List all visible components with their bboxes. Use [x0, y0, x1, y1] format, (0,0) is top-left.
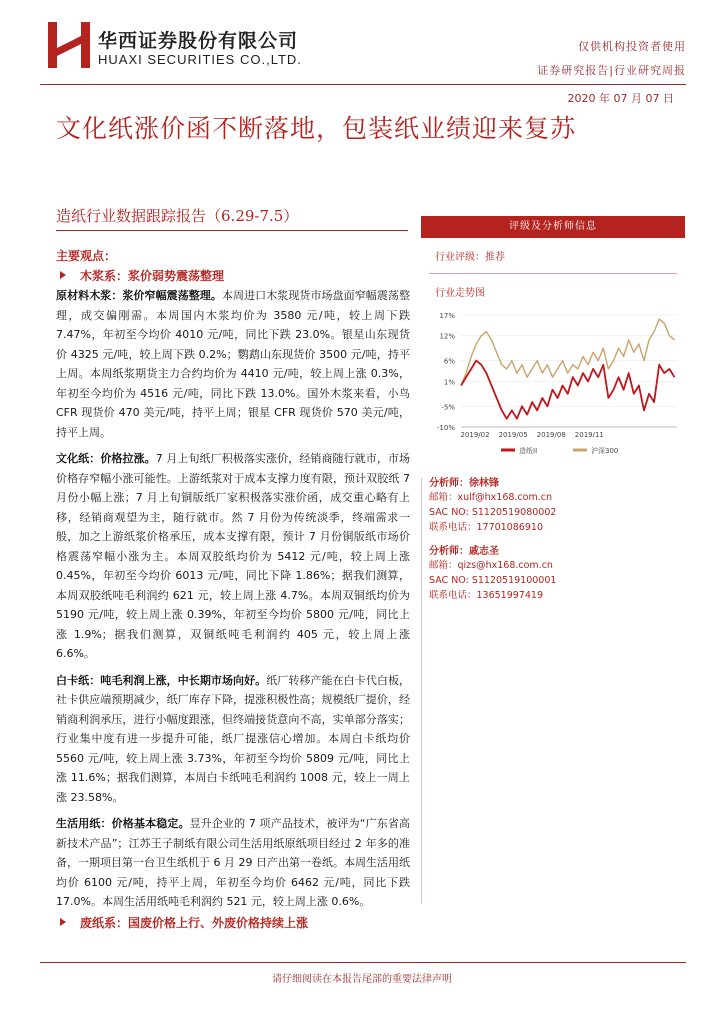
report-subtitle: 造纸行业数据跟踪报告（6.29-7.5） — [56, 207, 299, 225]
analyst1-name: 分析师：徐林锋 — [429, 478, 499, 489]
company-name-en: HUAXI SECURITIES CO.,LTD. — [98, 52, 302, 67]
analyst2-phone: 联系电话：13651997419 — [429, 590, 543, 601]
report-date: 2020 年 07 月 07 日 — [567, 92, 674, 105]
body-tissue-paper: 昱升企业的 7 项产品技术，被评为“广东省高新技术产品”；江苏王子制纸有限公司生活用纸原纸项目经过 2 年多的准备，一期项目第一台卫生纸机于 6 月 29 日产出第一卷纸。本周生活用纸均价 6100 元/吨，持平上周，年初至今均价 6462 元/吨，同比下跌 17.0%。本周生活用纸吨毛利润约 521 元，较上周上涨 0.6%。 — [56, 817, 410, 908]
industry-rating: 行业评级：推荐 — [435, 252, 505, 263]
footer-divider — [40, 962, 686, 963]
x-tick-label: 2019/02 — [460, 431, 490, 439]
analyst1-email: 邮箱：xulf@hx168.com.cn — [429, 492, 552, 503]
body-white-card: 纸厂转移产能在白卡代白板，社卡供应端预期减少，纸厂库存下降，提涨积极性高；规模纸厂提价，经销商利润承压，进行小幅度跟涨，但终端接货意向不高，实单部分落实；行业集中度有进一步提升可能，纸厂提涨信心增加。本周白卡纸均价 5560 元/吨，较上周上涨 3.73%，年初至今均价 5809 元/吨，同比上涨 11.6%；据我们测算，本周白卡纸吨毛利润约 1008 元，较上一周上涨 23.58%。 — [56, 673, 411, 804]
audience-note: 仅供机构投资者使用 — [578, 40, 686, 53]
series-line-csi300 — [461, 319, 675, 385]
y-tick-label: 12% — [439, 332, 455, 341]
sidebar-vertical-divider — [421, 478, 422, 904]
industry-trend-chart — [421, 307, 685, 467]
legend-label: 造纸II — [519, 447, 538, 455]
section-heading-pulp — [56, 267, 410, 285]
lead-culture-paper: 文化纸：价格拉涨。 — [56, 452, 156, 465]
lead-white-card: 白卡纸：吨毛利润上涨，中长期市场向好。 — [56, 673, 267, 687]
section-heading-waste-paper — [56, 914, 410, 932]
section-title-pulp: 木浆系：浆价弱势震荡整理 — [80, 269, 225, 283]
sidebar-header: 评级及分析师信息 — [421, 216, 685, 238]
section-title-waste-paper: 废纸系：国废价格上行、外废价格持续上涨 — [80, 915, 309, 930]
analyst-block-2 — [429, 545, 685, 603]
sidebar — [421, 216, 685, 603]
analyst1-sac: SAC NO: S1120519080002 — [429, 507, 557, 518]
trend-chart-label: 行业走势图 — [435, 288, 485, 299]
series-line-paper-industry — [461, 361, 675, 419]
paragraph-culture-paper — [56, 449, 410, 664]
legend-label: 沪深300 — [591, 447, 619, 455]
sidebar-divider — [429, 273, 677, 274]
y-tick-label: -10% — [436, 424, 455, 432]
analyst1-phone: 联系电话：17701086910 — [429, 522, 543, 533]
main-content — [56, 248, 410, 933]
triangle-bullet-icon — [60, 271, 66, 279]
huaxi-logo-icon — [48, 22, 90, 68]
x-tick-label: 2019/05 — [498, 431, 528, 439]
key-points-label: 主要观点： — [56, 249, 117, 263]
footer-disclaimer: 请仔细阅读在本报告尾部的重要法律声明 — [272, 974, 452, 985]
report-type: 证券研究报告|行业研究周报 — [537, 64, 686, 77]
body-pulp: 本周进口木浆现货市场盘面窄幅震荡整理，成交偏刚需。本周国内木浆均价为 3580 元/吨，较上周下跌 7.47%，年初至今均价 4010 元/吨，同比下跌 23.0%。银星山东现货价 4325 元/吨，较上周下跌 0.2%；鹦鹉山东现货价 3500 元/吨，持平上周。本周纸浆期货主力合约均价为 4410 元/吨，较上周上涨 0.3%，年初至今均价为 4516 元/吨，同比下跌 13.0%。国外木浆来看，小鸟 CFR 现货价 470 美元/吨，持平上周；银星 CFR 现货价 570 美元/吨，持平上周。 — [56, 289, 410, 439]
triangle-bullet-icon — [60, 918, 66, 926]
analyst2-name: 分析师：戚志圣 — [429, 546, 499, 557]
subtitle-divider — [56, 230, 408, 231]
report-title: 文化纸涨价函不断落地，包装纸业绩迎来复苏 — [56, 114, 577, 143]
y-tick-label: 6% — [443, 357, 455, 366]
header-divider — [40, 84, 686, 85]
x-tick-label: 2019/08 — [536, 431, 566, 439]
y-tick-label: 17% — [439, 312, 455, 320]
y-tick-label: -5% — [441, 403, 455, 412]
lead-pulp: 原材料木浆：浆价窄幅震荡整理。 — [56, 289, 222, 302]
analyst-block-1 — [429, 477, 685, 535]
paragraph-white-card — [56, 671, 410, 808]
x-tick-label: 2019/11 — [574, 431, 604, 439]
body-culture-paper: 7 月上旬纸厂积极落实涨价，经销商随行就市，市场价格存窄幅小涨可能性。上游纸浆对于成本支撑力度有限，预计双胶纸 7 月份小幅上涨；7 月上旬铜版纸厂家积极落实涨价函，成交重心略有上移，经销商观望为主，随行就市。然 7 月份为传统淡季，终端需求一般，加之上游纸浆价格承压，成本支撑有限，预计 7 月份铜版纸市场价格震荡窄幅小涨为主。本周双胶纸均价为 5412 元/吨，较上周上涨 0.45%，年初至今均价 6013 元/吨，同比下降 1.86%；据我们测算，本周双胶纸吨毛利润约 621 元，较上周上涨 4.7%。本周双铜纸均价为 5190 元/吨，较上周上涨 0.39%，年初至今均价 5800 元/吨，同比上涨 1.9%；据我们测算，双铜纸吨毛利润约 405 元，较上周上涨 6.6%。 — [56, 452, 411, 660]
analyst2-email: 邮箱：qizs@hx168.com.cn — [429, 560, 553, 571]
lead-tissue-paper: 生活用纸：价格基本稳定。 — [56, 817, 190, 830]
analyst2-sac: SAC NO: S1120519100001 — [429, 575, 557, 586]
company-name-cn: 华西证券股份有限公司 — [98, 30, 299, 52]
paragraph-pulp — [56, 286, 410, 442]
paragraph-tissue-paper — [56, 814, 410, 912]
y-tick-label: 1% — [443, 378, 455, 387]
